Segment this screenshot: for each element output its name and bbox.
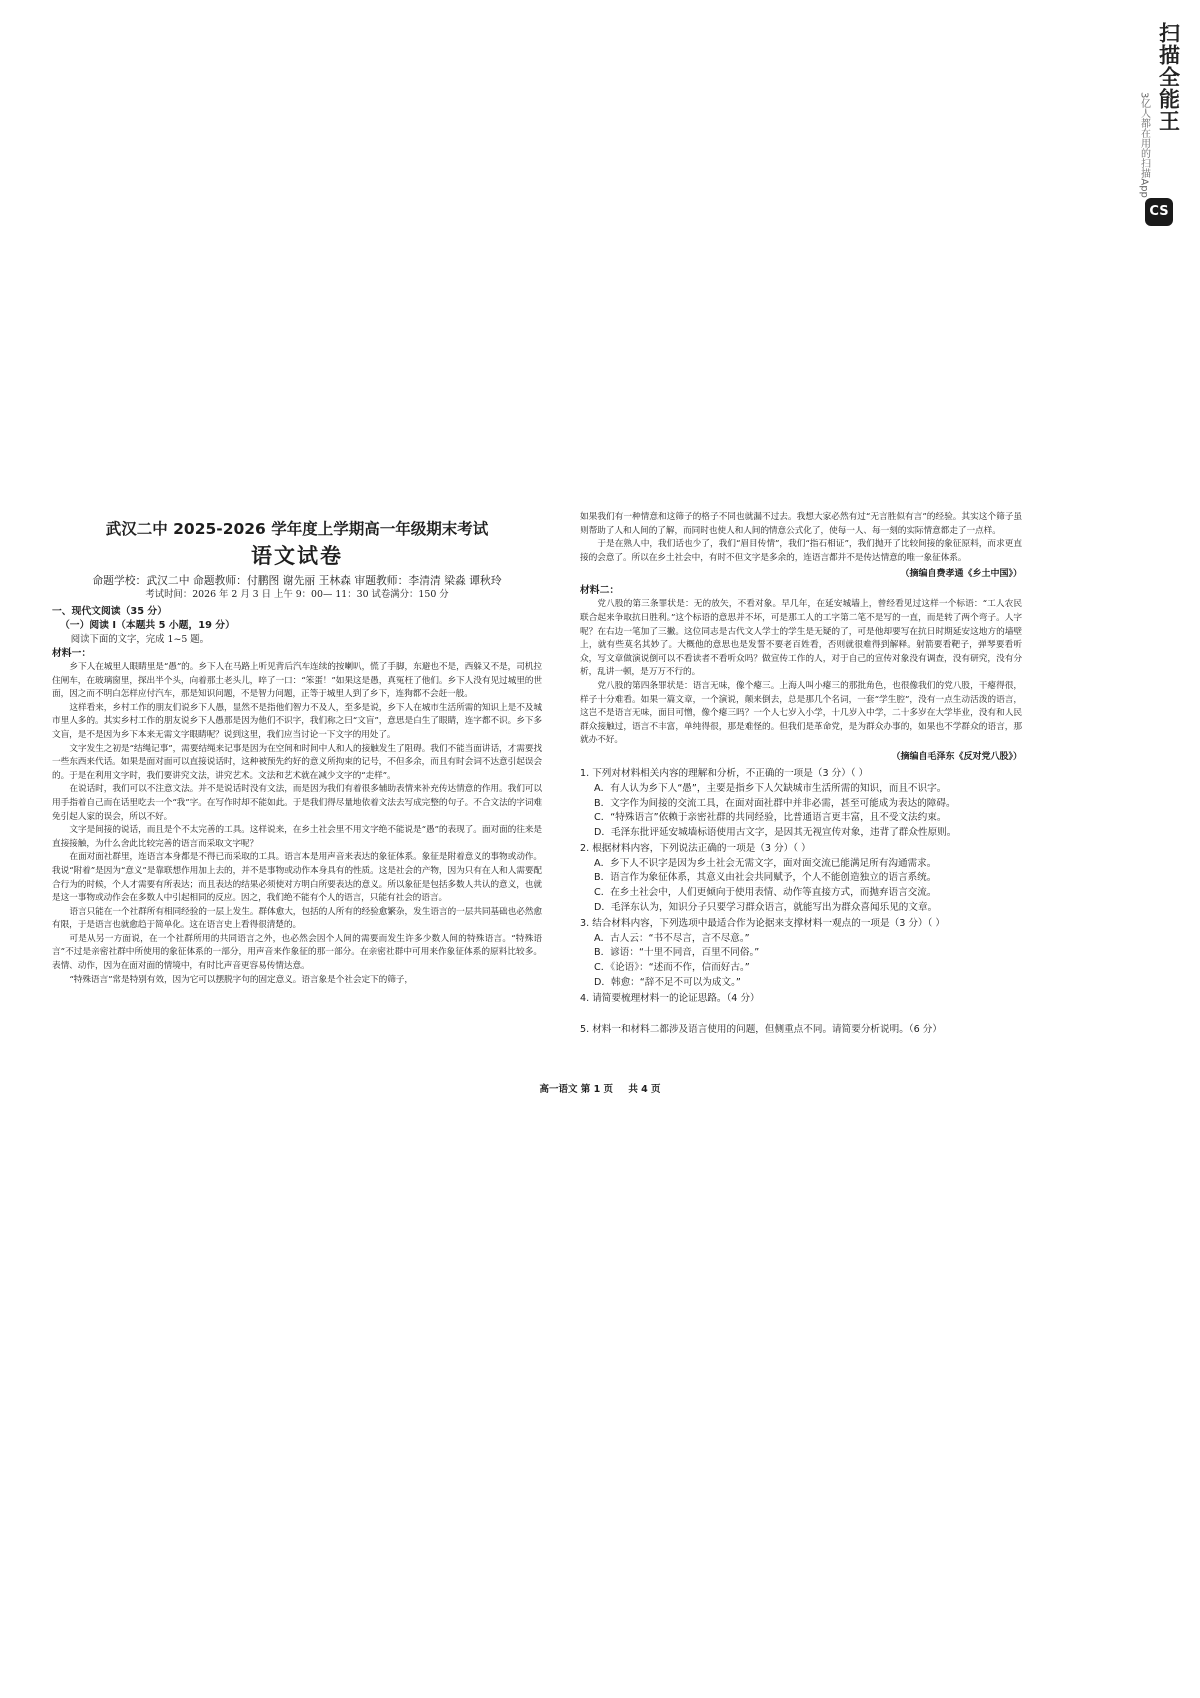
sub-section-heading: （一）阅读 I（本题共 5 小题，19 分） xyxy=(60,620,235,631)
exam-title: 武汉二中 2025-2026 学年度上学期高一年级期末考试 xyxy=(105,520,489,538)
question-5 xyxy=(580,1023,1022,1038)
watermark-app-name: 扫描全能王 xyxy=(1156,22,1181,132)
question-stem: 5. 材料一和材料二都涉及语言使用的问题，但侧重点不同。请简要分析说明。（6 分） xyxy=(580,1023,942,1035)
question-stem: 2. 根据材料内容，下列说法正确的一项是（3 分）（ ） xyxy=(580,842,811,854)
question-option: D．毛泽东批评延安城墙标语使用古文字，是因其无视宣传对象，违背了群众性原则。 xyxy=(594,827,957,839)
paragraph: “特殊语言”常是特别有效，因为它可以摆脱字句的固定意义。语言象是个社会定下的筛子， xyxy=(69,974,413,985)
question-option: A．乡下人不识字是因为乡土社会无需文字，面对面交流已能满足所有沟通需求。 xyxy=(594,857,937,869)
question-option: A．古人云：“书不尽言，言不尽意。” xyxy=(594,932,750,944)
paragraph: 党八股的第三条罪状是：无的放矢，不看对象。早几年，在延安城墙上，曾经看见过这样一个标语：“工人农民联合起来争取抗日胜利。”这个标语的意思并不坏，可是那工人的工字第二笔不是写的一直，而是转了两个弯子。人字呢？在右边一笔加了三撇。这位同志是古代文人学士的学生是无疑的了，可是他却要写在抗日时期延安这地方的墙壁上，就有些莫名其妙了。大概他的意思也是发誓不要老百姓看，否则就很难得到解释。射箭要看靶子，弹琴要看听众，写文章做演说倒可以不看读者不看听众吗？做宣传工作的人，对于自己的宣传对象没有调查，没有研究，没有分析，乱讲一顿，是万万不行的。 xyxy=(580,599,1022,678)
page-footer xyxy=(0,1081,1200,1095)
paragraph: 文字是间接的说话，而且是个不太完善的工具。这样说来，在乡土社会里不用文字绝不能说是“愚”的表现了。面对面的往来是直接接触，为什么舍此比较完善的语言而采取文字呢？ xyxy=(52,825,542,849)
question-stem: 3. 结合材料内容，下列选项中最适合作为论据来支撑材料一观点的一项是（3 分）（ ） xyxy=(580,917,945,929)
material2-label: 材料二： xyxy=(580,585,620,597)
source-citation-1: （摘编自费孝通《乡土中国》） xyxy=(900,569,1022,580)
instruction: 阅读下面的文字，完成 1~5 题。 xyxy=(70,634,210,645)
camscanner-logo-icon: CS xyxy=(1145,198,1173,226)
right-column xyxy=(580,511,1022,1037)
exam-time: 考试时间：2026 年 2 月 3 日 上午 9：00— 11：30 试卷满分：150 分 xyxy=(145,589,449,600)
question-stem: 4. 请简要梳理材料一的论证思路。（4 分） xyxy=(580,992,760,1004)
paragraph: 在面对面社群里，连语言本身都是不得已而采取的工具。语言本是用声音来表达的象征体系。象征是附着意义的事物或动作。我说“附着”是因为“意义”是靠联想作用加上去的，并不是事物或动作本身具有的性质。这是社会的产物，因为只有在人和人需要配合行为的时候，个人才需要有所表达；而且表达的结果必须使对方明白所要表达的意义。所以象征是包括多数人共认的意义，也就是这一事物或动作会在多数人中引起相同的反应。因之，我们绝不能有个人的语言，只能有社会的语言。 xyxy=(52,852,542,904)
question-option: D．韩愈：“辞不足不可以为成文。” xyxy=(594,977,741,989)
question-option: C．《论语》：“述而不作，信而好古。” xyxy=(594,962,750,974)
exam-subject: 语文试卷 xyxy=(251,544,343,568)
paragraph: 这样看来，乡村工作的朋友们说乡下人愚，显然不是指他们智力不及人，至多是说，乡下人在城市生活所需的知识上是不及城市里人多的。其实乡村工作的朋友说乡下人愚那是因为他们不识字，我们称之曰“文盲”，意思是白生了眼睛，连字都不识。乡下多文盲，是不是因为乡下本来无需文字眼睛呢？说到这里，我们应当讨论一下文字的用处了。 xyxy=(52,702,542,740)
question-2 xyxy=(580,842,1022,916)
paragraph: 党八股的第四条罪状是：语言无味，像个瘪三。上海人叫小瘪三的那批角色，也很像我们的党八股，干瘪得很，样子十分难看。如果一篇文章，一个演说，颠来倒去，总是那几个名词，一套“学生腔”，没有一点生动活泼的语言，这岂不是语言无味，面目可憎，像个瘪三吗？一个人七岁入小学，十几岁入中学，二十多岁在大学毕业，没有和人民群众接触过，语言不丰富，单纯得很，那是难怪的。但我们是革命党，是为群众办事的，如果也不学群众的语言，那就办不好。 xyxy=(580,680,1022,746)
question-stem: 1. 下列对材料相关内容的理解和分析，不正确的一项是（3 分）（ ） xyxy=(580,767,869,779)
page-total: 共 4 页 xyxy=(628,1084,661,1095)
question-option: B．谚语：“十里不同音，百里不同俗。” xyxy=(594,947,760,959)
paragraph: 在说话时，我们可以不注意文法。并不是说话时没有文法，而是因为我们有着很多辅助表情来补充传达情意的作用。我们可以用手指着自己而在话里吃去一个“我”字。在写作时却不能如此。于是我们得尽量地依着文法去写成完整的句子。不合文法的字词难免引起人家的误会，所以不好。 xyxy=(52,784,542,822)
paragraph: 于是在熟人中，我们话也少了，我们“眉目传情”，我们“指石相证”，我们抛开了比较间接的象征原料，而求更直接的会意了。所以在乡土社会中，有时不但文字是多余的，连语言都并不是传达情意的唯一象征体系。 xyxy=(580,539,1022,563)
material1-label: 材料一： xyxy=(52,648,92,659)
left-column xyxy=(52,519,542,987)
page-number: 高一语文 第 1 页 xyxy=(539,1084,613,1095)
question-option: B．文字作为间接的交流工具，在面对面社群中并非必需，甚至可能成为表达的障碍。 xyxy=(594,797,956,809)
exam-staff: 命题学校：武汉二中 命题教师：付鹏图 谢先丽 王林森 审题教师：李清清 梁淼 谭秋玲 xyxy=(92,574,502,587)
question-option: D．毛泽东认为，知识分子只要学习群众语言，就能写出为群众喜闻乐见的文章。 xyxy=(594,902,938,914)
question-option: B．语言作为象征体系，其意义由社会共同赋予，个人不能创造独立的语言系统。 xyxy=(594,872,937,884)
paragraph: 语言只能在一个社群所有相同经验的一层上发生。群体愈大，包括的人所有的经验愈繁杂，发生语言的一层共同基础也必然愈有限，于是语言也就愈趋于简单化。这在语言史上看得很清楚的。 xyxy=(52,906,542,931)
question-4 xyxy=(580,992,1022,1007)
paragraph: 可是从另一方面说，在一个社群所用的共同语言之外，也必然会因个人间的需要而发生许多少数人间的特殊语言。“特殊语言”不过是亲密社群中所使用的象征体系的一部分，用声音来作象征的那一部分。在亲密社群中可用来作象征体系的原料比较多。表情、动作，因为在面对面的情境中，有时比声音更容易传情达意。 xyxy=(52,933,542,972)
camscanner-watermark xyxy=(1132,22,1186,230)
section-heading: 一、现代文阅读（35 分） xyxy=(52,606,168,617)
source-citation-2: （摘编自毛泽东《反对党八股》） xyxy=(891,751,1022,762)
question-3 xyxy=(580,917,1022,991)
watermark-tagline: 3亿人都在用的扫描App xyxy=(1138,92,1150,198)
question-1 xyxy=(580,767,1022,841)
paragraph: 文字发生之初是“结绳记事”，需要结绳来记事是因为在空间和时间中人和人的接触发生了阻碍。我们不能当面讲话，才需要找一些东西来代话。如果是面对面可以直接说话时，这种被预先约好的意义所拘束的记号，不但多余，而且有时会词不达意引起误会的。于是在利用文字时，我们要讲究文法，讲究艺术。文法和艺术就在减少文字的“走样”。 xyxy=(52,743,542,781)
question-option: C．“特殊语言”依赖于亲密社群的共同经验，比普通语言更丰富，且不受文法约束。 xyxy=(594,812,947,824)
paragraph: 如果我们有一种情意和这筛子的格子不同也就漏不过去。我想大家必然有过“无言胜似有言”的经验。其实这个筛子虽则帮助了人和人间的了解，而同时也使人和人间的情意公式化了，使每一人、每一刻的实际情意都走了一点样。 xyxy=(580,512,1022,536)
paragraph: 乡下人在城里人眼睛里是“愚”的。乡下人在马路上听见背后汽车连续的按喇叭，慌了手脚，东避也不是，西躲又不是，司机拉住闸车，在玻璃窗里，探出半个头，向着那土老头儿，啐了一口：“笨蛋！”如果这是愚，真冤枉了他们。乡下人没有见过城里的世面，因之而不明白怎样应付汽车，那是知识问题，不是智力问题，正等于城里人到了乡下，连狗都不会赶一般。 xyxy=(52,662,542,700)
question-option: C．在乡土社会中，人们更倾向于使用表情、动作等直接方式，而抛弃语言交流。 xyxy=(594,887,937,899)
question-option: A．有人认为乡下人“愚”，主要是指乡下人欠缺城市生活所需的知识，而且不识字。 xyxy=(594,782,947,794)
